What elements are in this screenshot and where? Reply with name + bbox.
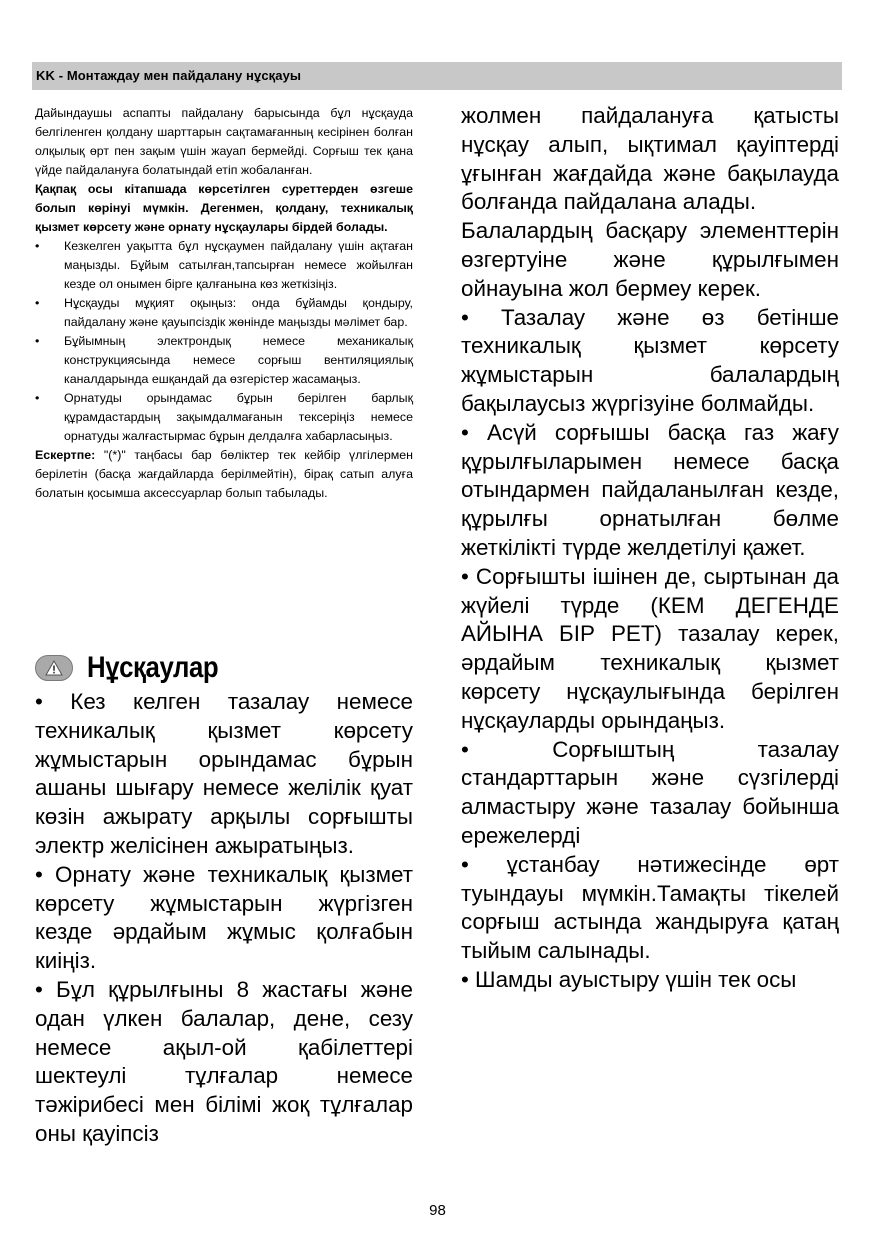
- list-item: • Бұйымның электрондық немесе механикалық конструкциясында немесе сорғыш вентиляциялық каналдарында ешқандай да өзгерістер жасамаңыз.: [35, 332, 413, 389]
- instruction-paragraph: • Тазалау және өз бетінше техникалық қызмет көрсету жұмыстарын балалардың бақылаусыз жүргізуіне болмайды.: [461, 304, 839, 416]
- header-title: KK - Монтаждау мен пайдалану нұсқауы: [36, 68, 302, 83]
- page-number: 98: [429, 1202, 446, 1219]
- instruction-paragraph: • Асүй сорғышы басқа газ жағу құрылғыларымен немесе басқа отындармен пайдаланылған кезде, құрылғы орнатылған бөлме жеткілікті түрде желдетілуі қажет.: [461, 419, 839, 560]
- instruction-paragraph: • ұстанбау нәтижесінде өрт туындауы мүмкін.Тамақты тікелей сорғыш астында жандыруға қатаң тыйым салынады.: [461, 851, 839, 964]
- list-item: • Кезкелген уақытта бұл нұсқаумен пайдалану үшін ақтаған маңызды. Бұйым сатылған,тапсырған немесе жойылған кезде ол онымен бірге қалғанына көз жеткізіңіз.: [35, 237, 413, 294]
- instruction-paragraph: • Кез келген тазалау немесе техникалық қызмет көрсету жұмыстарын орындамас бұрын ашаны шығару немесе желілік қуат көзін ажырату арқылы сорғышты электр желісінен ажыратыңыз.: [35, 689, 413, 858]
- intro-block: [35, 104, 413, 503]
- instruction-paragraph: • Бұл құрылғыны 8 жастағы және одан үлкен балалар, дене, сезу немесе ақыл-ой қабілеттері шектеулі тұлғалар немесе тәжірибесі мен білімі жоқ тұлғалар оны қауіпсіз: [35, 976, 413, 1146]
- note-paragraph: [35, 446, 413, 503]
- note-text: "(*)" таңбасы бар бөліктер тек кейбір үлгілермен берілетін (басқа жағдайларда берілмейтін), бірақ сатып алуға болатын қосымша аксессуарлар болып табылады.: [35, 448, 413, 500]
- instruction-paragraph: • Сорғышты ішінен де, сыртынан да жүйелі түрде (КЕМ ДЕГЕНДЕ АЙЫНА БІР РЕТ) тазалау керек, әрдайым техникалық қызмет көрсету нұсқаулығында берілген нұсқауларды орындаңыз.: [461, 563, 839, 733]
- instruction-paragraph: • Орнату және техникалық қызмет көрсету жұмыстарын жүргізген кезде әрдайым жұмыс қолғабын киіңіз.: [35, 861, 413, 974]
- section-heading: [35, 648, 413, 688]
- list-item: • Орнатуды орындамас бұрын берілген барлық құрамдастардың зақымдалмағанын тексеріңіз немесе орнатуды жалғастырмас бұрын делдалға хабарласыңыз.: [35, 389, 413, 446]
- instruction-paragraph: жолмен пайдалануға қатысты нұсқау алып, ықтимал қауіптерді ұғынған жағдайда және бақылауда болғанда пайдалана алады.: [461, 103, 839, 215]
- list-item: • Нұсқауды мұқият оқыңыз: онда бұйамды қондыру, пайдалану және қауыпсіздік жөнінде маңызды мәлімет бар.: [35, 294, 413, 332]
- warning-icon: [35, 655, 73, 681]
- note-label: Ескертпе:: [35, 448, 96, 462]
- intro-bullet-list: [35, 237, 413, 446]
- header-bar: [32, 62, 842, 90]
- instruction-paragraph: • Сорғыштың тазалау стандарттарын және сүзгілерді алмастыру және тазалау бойынша ережелерді: [461, 736, 839, 848]
- instruction-paragraph: • Шамды ауыстыру үшін тек осы: [461, 966, 797, 992]
- instruction-paragraph: Балалардың басқару элементтерін өзгертуіне және құрылғымен ойнауына жол бермеу керек.: [461, 218, 839, 301]
- section-title: Нұсқаулар: [87, 651, 219, 684]
- instructions-right-column: [461, 102, 839, 995]
- intro-bold-paragraph: Қақпақ осы кітапшада көрсетілген суреттерден өзгеше болып көрінуі мүмкін. Дегенмен, қолдану, техникалық қызмет көрсету және орнату нұсқаулары бірдей болады.: [35, 182, 413, 234]
- intro-paragraph: Дайындаушы аспапты пайдалану барысында бұл нұсқауда белгіленген қолдану шарттарын сақтамағанның кесірінен болған олқылық өрт пен зақым үшін жауап бермейді. Сорғыш тек қана үйде пайдалануға болатындай етіп жобаланған.: [35, 106, 413, 177]
- instructions-left-column: [35, 688, 413, 1149]
